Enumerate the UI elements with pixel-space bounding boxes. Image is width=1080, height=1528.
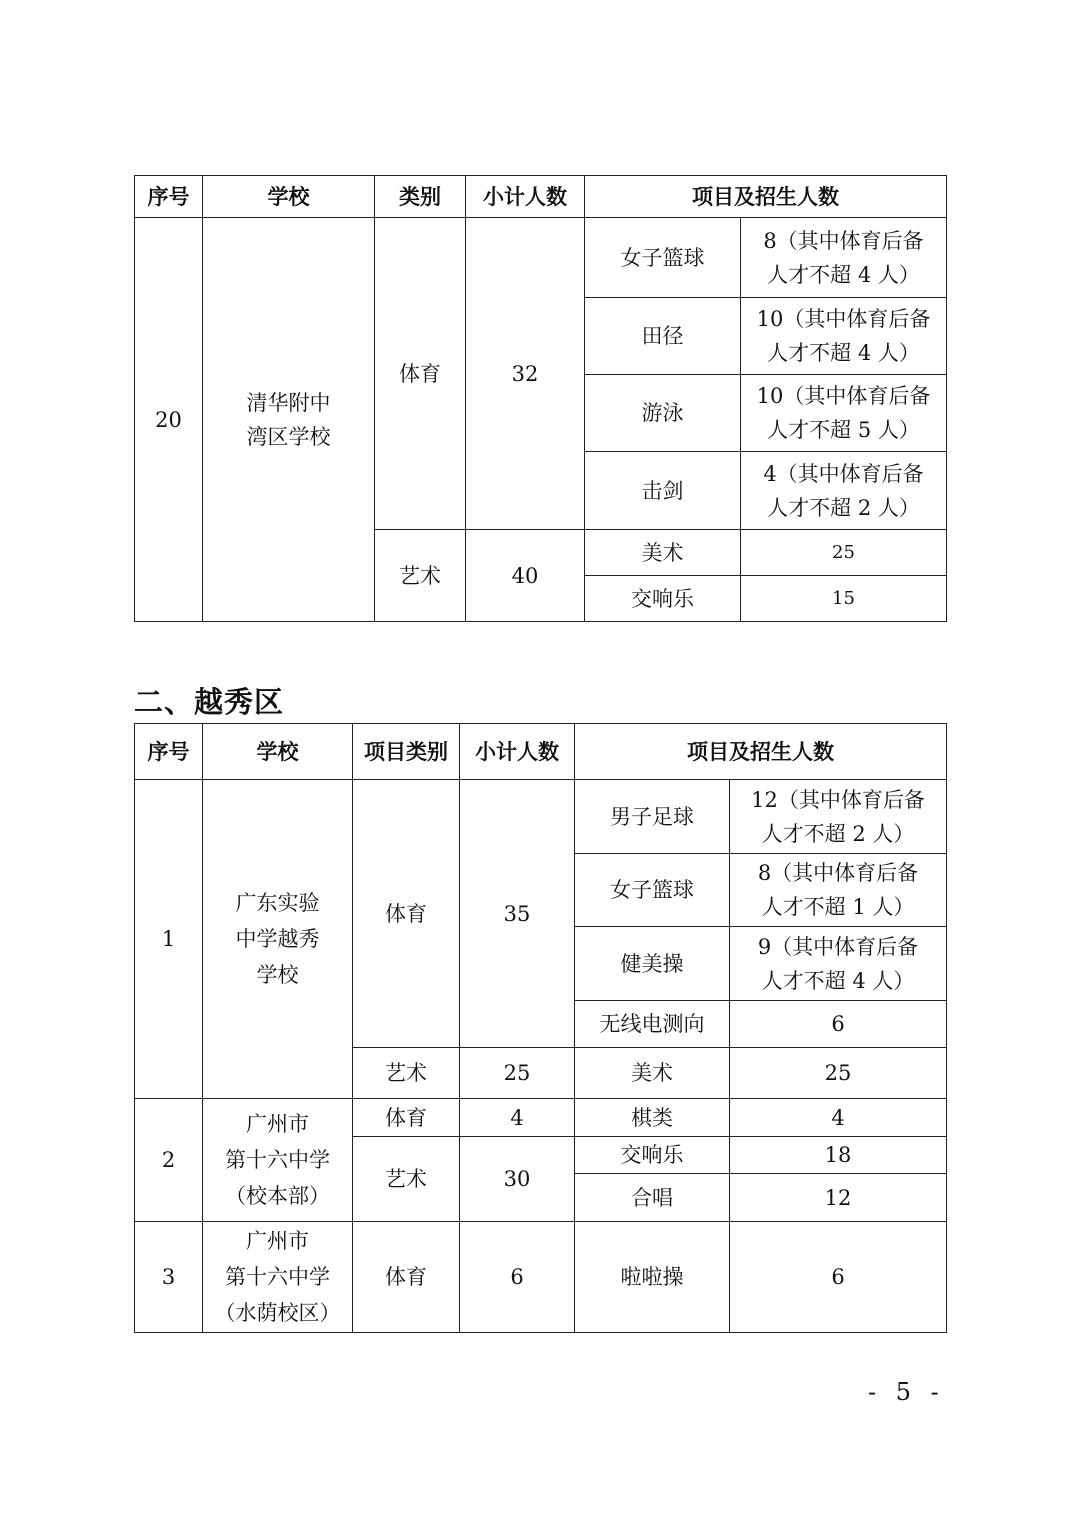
item-name: 棋类 [575, 1099, 730, 1137]
header-items: 项目及招生人数 [575, 724, 947, 780]
table-row [135, 780, 947, 854]
header-type: 项目类别 [353, 724, 460, 780]
school-name: 广州市 第十六中学 （校本部） [203, 1099, 353, 1222]
item-count: 10（其中体育后备 人才不超 5 人） [741, 375, 947, 452]
subtotal: 32 [466, 218, 585, 530]
item-count: 8（其中体育后备 人才不超 4 人） [741, 218, 947, 298]
category: 体育 [353, 1222, 460, 1333]
school-name: 广东实验 中学越秀 学校 [203, 780, 353, 1099]
item-count: 6 [730, 1001, 947, 1048]
section-heading: 二、越秀区 [134, 685, 285, 719]
school-name: 广州市 第十六中学 （水荫校区） [203, 1222, 353, 1333]
category: 艺术 [353, 1137, 460, 1222]
item-name: 合唱 [575, 1174, 730, 1222]
item-count: 25 [730, 1048, 947, 1099]
item-name: 无线电测向 [575, 1001, 730, 1048]
table-header-row [135, 724, 947, 780]
item-name: 美术 [585, 530, 741, 576]
subtotal: 30 [460, 1137, 575, 1222]
table-row [135, 218, 947, 298]
header-subtotal: 小计人数 [466, 176, 585, 218]
table-yuexiu [134, 723, 947, 1333]
header-subtotal: 小计人数 [460, 724, 575, 780]
category: 体育 [375, 218, 466, 530]
subtotal: 6 [460, 1222, 575, 1333]
subtotal: 35 [460, 780, 575, 1048]
category: 体育 [353, 1099, 460, 1137]
school-name: 清华附中 湾区学校 [203, 218, 375, 622]
item-count: 4（其中体育后备 人才不超 2 人） [741, 452, 947, 530]
item-count: 9（其中体育后备 人才不超 4 人） [730, 927, 947, 1001]
row-no: 3 [135, 1222, 203, 1333]
item-count: 18 [730, 1137, 947, 1174]
item-count: 6 [730, 1222, 947, 1333]
subtotal: 25 [460, 1048, 575, 1099]
category: 艺术 [353, 1048, 460, 1099]
item-count: 8（其中体育后备 人才不超 1 人） [730, 854, 947, 927]
item-count: 4 [730, 1099, 947, 1137]
item-count: 25 [741, 530, 947, 576]
item-name: 田径 [585, 298, 741, 375]
header-school: 学校 [203, 724, 353, 780]
subtotal: 4 [460, 1099, 575, 1137]
item-name: 交响乐 [585, 576, 741, 622]
row-no: 2 [135, 1099, 203, 1222]
table-qinghua [134, 175, 947, 622]
row-no: 20 [135, 218, 203, 622]
item-name: 女子篮球 [585, 218, 741, 298]
item-count: 10（其中体育后备 人才不超 4 人） [741, 298, 947, 375]
item-count: 12 [730, 1174, 947, 1222]
item-name: 男子足球 [575, 780, 730, 854]
table-row [135, 1099, 947, 1137]
row-no: 1 [135, 780, 203, 1099]
category: 艺术 [375, 530, 466, 622]
item-count: 15 [741, 576, 947, 622]
item-name: 击剑 [585, 452, 741, 530]
header-type: 类别 [375, 176, 466, 218]
item-name: 女子篮球 [575, 854, 730, 927]
table-row [135, 1222, 947, 1333]
header-items: 项目及招生人数 [585, 176, 947, 218]
item-name: 游泳 [585, 375, 741, 452]
header-no: 序号 [135, 724, 203, 780]
header-school: 学校 [203, 176, 375, 218]
item-name: 啦啦操 [575, 1222, 730, 1333]
item-name: 健美操 [575, 927, 730, 1001]
item-name: 美术 [575, 1048, 730, 1099]
item-count: 12（其中体育后备 人才不超 2 人） [730, 780, 947, 854]
subtotal: 40 [466, 530, 585, 622]
item-name: 交响乐 [575, 1137, 730, 1174]
page-number: - 5 - [868, 1378, 945, 1406]
category: 体育 [353, 780, 460, 1048]
table-header-row [135, 176, 947, 218]
header-no: 序号 [135, 176, 203, 218]
